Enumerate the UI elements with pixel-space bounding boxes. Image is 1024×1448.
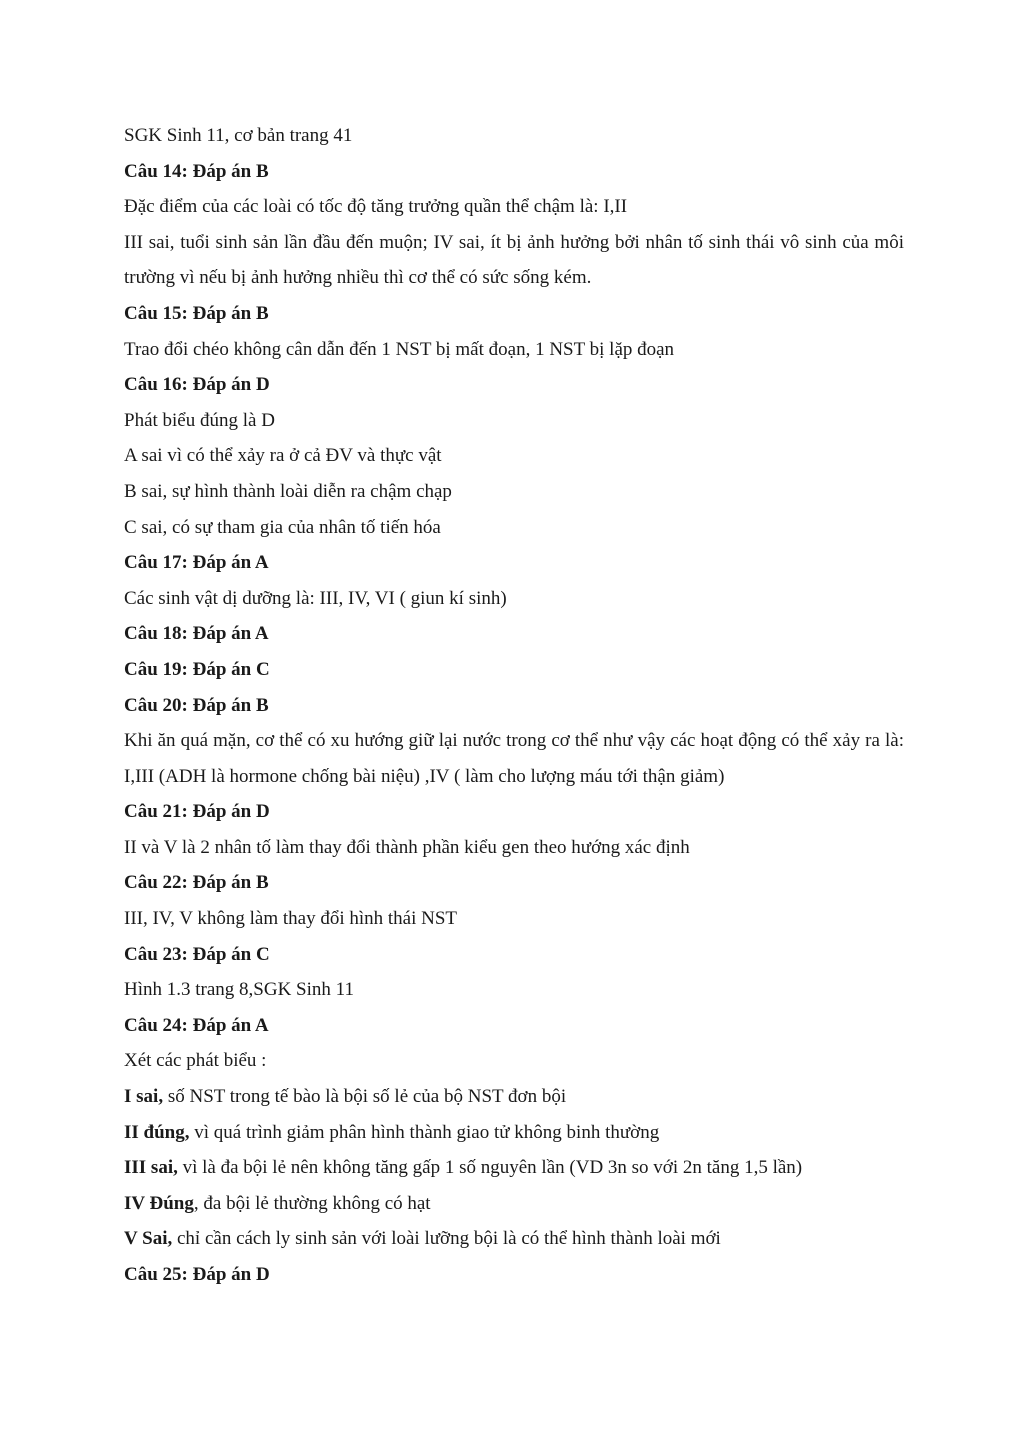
text-line: Trao đổi chéo không cân dẫn đến 1 NST bị mất đoạn, 1 NST bị lặp đoạn (124, 338, 675, 360)
text-line: Xét các phát biểu : (124, 1050, 267, 1072)
statement-line (124, 1115, 904, 1151)
text-line: SGK Sinh 11, cơ bản trang 41 (124, 125, 353, 146)
statement-line (124, 1186, 904, 1222)
question-heading: Câu 20: Đáp án B (124, 694, 269, 716)
question-heading: Câu 15: Đáp án B (124, 302, 269, 324)
text-line: Đặc điểm của các loài có tốc độ tăng trưởng quần thể chậm là: I,II (124, 196, 628, 218)
question-heading: Câu 24: Đáp án A (124, 1014, 269, 1036)
question-heading: Câu 18: Đáp án A (124, 623, 269, 645)
statement-verdict: V Sai, (124, 1228, 173, 1250)
text-line: C sai, có sự tham gia của nhân tố tiến hóa (124, 516, 441, 538)
statement-line (124, 1079, 904, 1115)
question-heading: Câu 21: Đáp án D (124, 801, 270, 823)
question-heading: Câu 14: Đáp án B (124, 160, 269, 182)
statement-verdict: II đúng, (124, 1121, 190, 1143)
statement-verdict: IV Đúng (124, 1192, 194, 1214)
statement-line (124, 1221, 904, 1257)
statement-verdict: I sai, (124, 1086, 164, 1108)
question-heading: Câu 19: Đáp án C (124, 658, 270, 680)
document-page (124, 118, 904, 1293)
question-heading: Câu 22: Đáp án B (124, 872, 269, 894)
text-line: Các sinh vật dị dưỡng là: III, IV, VI ( giun kí sinh) (124, 587, 507, 609)
statement-verdict: III sai, (124, 1157, 178, 1179)
text-line: Hình 1.3 trang 8,SGK Sinh 11 (124, 979, 354, 1001)
text-line: B sai, sự hình thành loài diễn ra chậm chạp (124, 480, 452, 502)
statement-line (124, 1150, 904, 1186)
statement-text: , đa bội lẻ thường không có hạt (193, 1192, 431, 1214)
statement-text: chỉ cần cách ly sinh sản với loài lưỡng bội là có thể hình thành loài mới (172, 1228, 721, 1250)
text-paragraph: III sai, tuổi sinh sản lần đầu đến muộn; IV sai, ít bị ảnh hưởng bởi nhân tố sinh thái vô sinh của môi trường vì nếu bị ảnh hưởng nhiều thì cơ thể có sức sống kém. (124, 231, 904, 289)
text-line: Phát biểu đúng là D (124, 409, 275, 431)
statement-text: số NST trong tế bào là bội số lẻ của bộ NST đơn bội (163, 1086, 567, 1108)
text-line: A sai vì có thể xảy ra ở cả ĐV và thực vật (124, 445, 442, 467)
question-heading: Câu 23: Đáp án C (124, 943, 270, 965)
text-line: II và V là 2 nhân tố làm thay đổi thành phần kiểu gen theo hướng xác định (124, 836, 690, 858)
question-heading: Câu 16: Đáp án D (124, 374, 270, 396)
question-heading: Câu 25: Đáp án D (124, 1264, 270, 1285)
text-paragraph: Khi ăn quá mặn, cơ thể có xu hướng giữ lại nước trong cơ thể như vậy các hoạt động có thể xảy ra là: I,III (ADH là hormone chống bài niệu) ,IV ( làm cho lượng máu tới thận giảm) (124, 730, 904, 787)
statement-text: vì quá trình giảm phân hình thành giao tử không binh thường (189, 1121, 660, 1143)
statement-text: vì là đa bội lẻ nên không tăng gấp 1 số nguyên lần (VD 3n so với 2n tăng 1,5 lần) (177, 1157, 803, 1179)
question-heading: Câu 17: Đáp án A (124, 552, 269, 574)
text-line: III, IV, V không làm thay đổi hình thái NST (124, 908, 458, 930)
